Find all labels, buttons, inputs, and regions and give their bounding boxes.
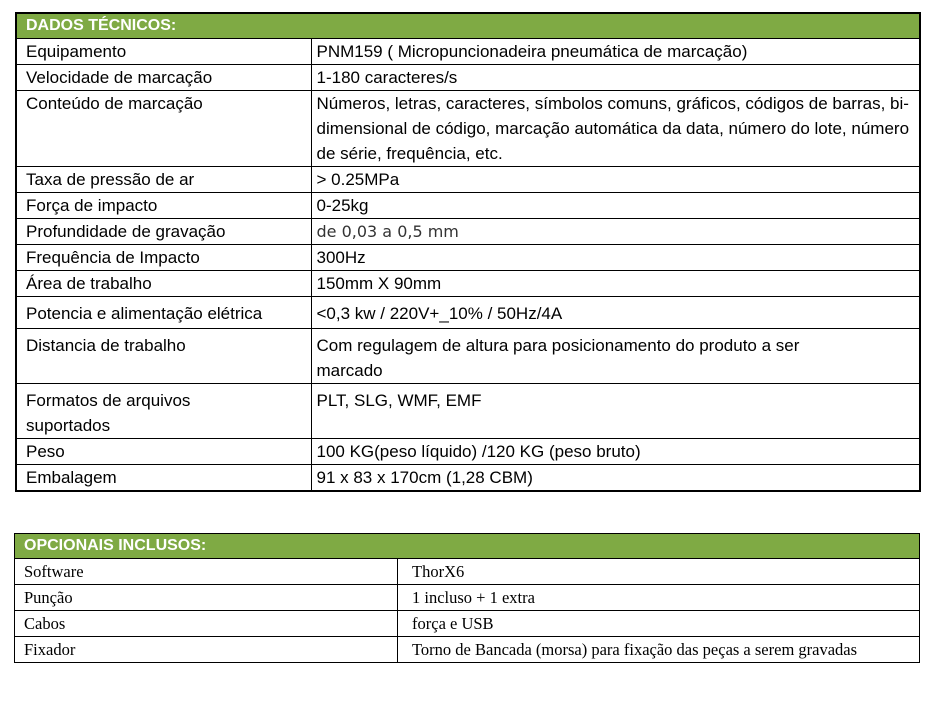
table-header-row: [15, 534, 920, 559]
table-row: [16, 219, 920, 245]
table-header-row: [16, 13, 920, 39]
row-value: PLT, SLG, WMF, EMF: [311, 384, 920, 439]
row-label: Peso: [16, 439, 311, 465]
table-row: [15, 611, 920, 637]
technical-data-title: DADOS TÉCNICOS:: [16, 13, 920, 39]
row-label: Cabos: [15, 611, 398, 637]
table-row: [16, 465, 920, 492]
row-value: > 0.25MPa: [311, 167, 920, 193]
row-label: Embalagem: [16, 465, 311, 492]
table-row: [16, 384, 920, 439]
row-label: Fixador: [15, 637, 398, 663]
row-label: Área de trabalho: [16, 271, 311, 297]
row-label: Punção: [15, 585, 398, 611]
row-label: Taxa de pressão de ar: [16, 167, 311, 193]
row-value: 0-25kg: [311, 193, 920, 219]
table-row: [15, 585, 920, 611]
row-value: Números, letras, caracteres, símbolos comuns, gráficos, códigos de barras, bi-dimensional de código, marcação automática da data, número do lote, número de série, frequência, etc.: [311, 91, 920, 167]
row-label: Formatos de arquivos suportados: [16, 384, 311, 439]
table-row: [16, 329, 920, 384]
table-row: [16, 167, 920, 193]
table-row: [15, 559, 920, 585]
optional-items-table: [14, 533, 920, 663]
row-value: de 0,03 a 0,5 mm: [311, 219, 920, 245]
row-label: Distancia de trabalho: [16, 329, 311, 384]
row-label: Software: [15, 559, 398, 585]
row-value: 300Hz: [311, 245, 920, 271]
row-value: <0,3 kw / 220V+_10% / 50Hz/4A: [311, 297, 920, 329]
row-label: Profundidade de gravação: [16, 219, 311, 245]
row-label: Equipamento: [16, 39, 311, 65]
row-value: 1 incluso + 1 extra: [398, 585, 920, 611]
row-value: Torno de Bancada (morsa) para fixação das peças a serem gravadas: [398, 637, 920, 663]
table-row: [16, 91, 920, 167]
table-row: [16, 271, 920, 297]
row-value: 1-180 caracteres/s: [311, 65, 920, 91]
row-value: 91 x 83 x 170cm (1,28 CBM): [311, 465, 920, 492]
row-value: Com regulagem de altura para posicionamento do produto a ser marcado: [311, 329, 920, 384]
row-value: 150mm X 90mm: [311, 271, 920, 297]
table-row: [16, 193, 920, 219]
row-value: força e USB: [398, 611, 920, 637]
row-label: Conteúdo de marcação: [16, 91, 311, 167]
row-label: Frequência de Impacto: [16, 245, 311, 271]
row-value: 100 KG(peso líquido) /120 KG (peso bruto): [311, 439, 920, 465]
row-label: Velocidade de marcação: [16, 65, 311, 91]
row-value: PNM159 ( Micropuncionadeira pneumática de marcação): [311, 39, 920, 65]
table-row: [16, 39, 920, 65]
technical-data-table: [15, 12, 921, 492]
table-row: [15, 637, 920, 663]
row-label: Potencia e alimentação elétrica: [16, 297, 311, 329]
table-row: [16, 439, 920, 465]
row-label: Força de impacto: [16, 193, 311, 219]
table-row: [16, 297, 920, 329]
row-value: ThorX6: [398, 559, 920, 585]
optional-items-title: OPCIONAIS INCLUSOS:: [15, 534, 920, 559]
table-row: [16, 65, 920, 91]
table-row: [16, 245, 920, 271]
